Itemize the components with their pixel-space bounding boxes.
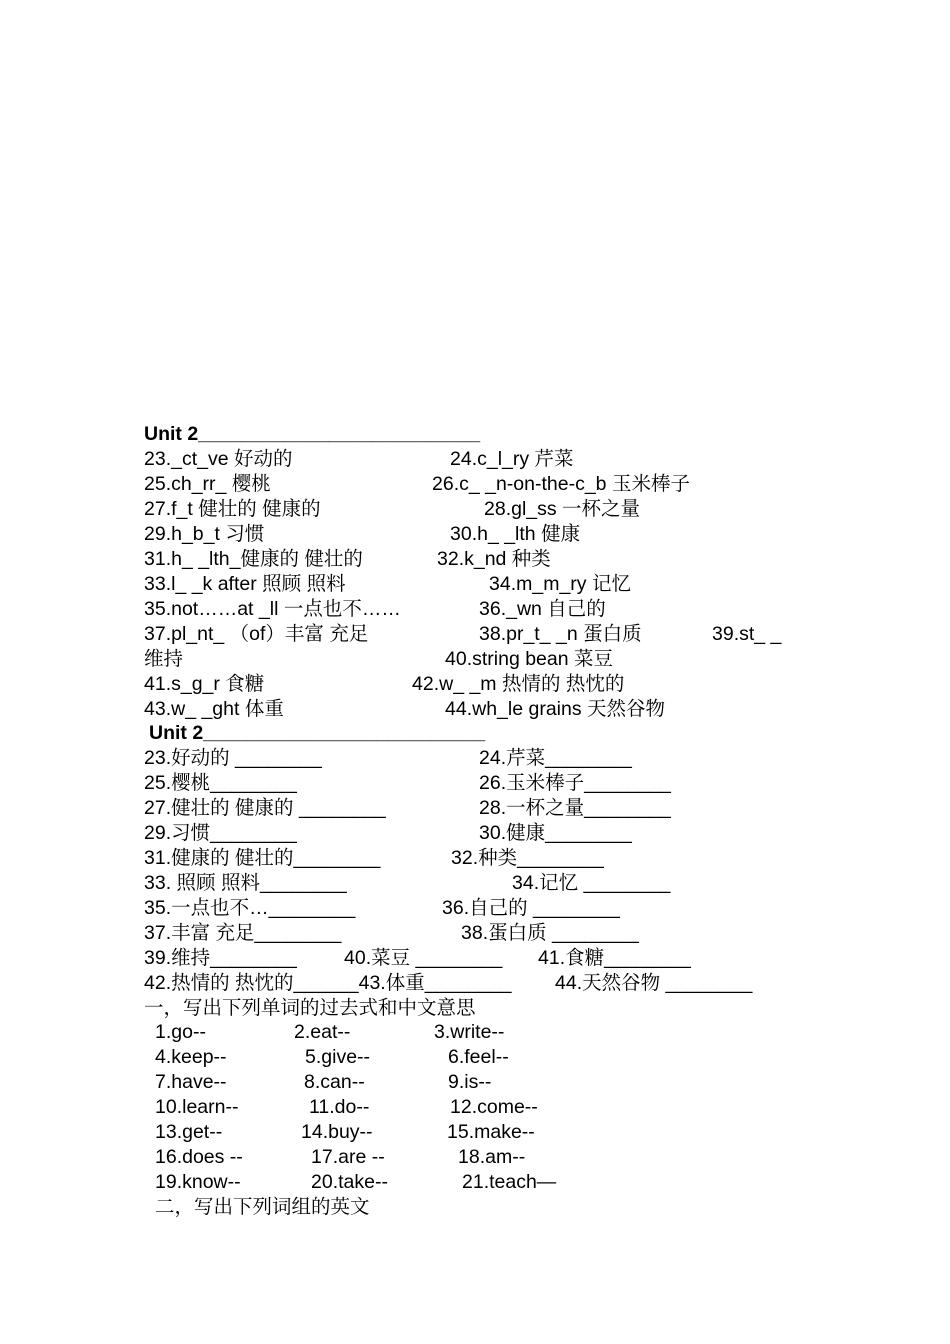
vocab-blank: 24.芹菜________ bbox=[479, 747, 632, 769]
verb-item: 16.does -- bbox=[155, 1146, 243, 1168]
verb-item: 4.keep-- bbox=[155, 1046, 227, 1068]
vocab-blank: 36.自己的 ________ bbox=[442, 897, 620, 919]
verb-item: 20.take-- bbox=[311, 1171, 388, 1193]
verb-item: 18.am-- bbox=[458, 1146, 526, 1168]
vocab-blank: 38.蛋白质 ________ bbox=[461, 922, 639, 944]
verb-item: 8.can-- bbox=[304, 1071, 365, 1093]
vocab-item: 29.h_b_t 习惯 bbox=[144, 523, 265, 545]
verb-item: 21.teach— bbox=[462, 1171, 557, 1193]
worksheet-page: Unit 2__________________________ 23._ct_ve 好动的 24.c_l_ry 芹菜 25.ch_rr_ 樱桃 26.c_ _n-on-the-c_b 玉米棒子 27.f_t 健壮的 健康的 28.gl_ss 一杯之量 29.h_b_t 习惯 30.h_ _lth 健康 31.h_ _lth_健康的 健壮的 32.k_nd 种类 33.l_ _k after 照顾 照料 34.m_m_ry 记忆 35.not……at _ll 一点也不…… 36._wn 自己的 37.pl_nt_ （of）丰富 充足 38.pr_t_ _n 蛋白质 39.st_ _ 维持 40.string bean 菜豆 41.s_g_r 食糖 42.w_ _m 热情的 热忱的 43.w_ _ght 体重 44.wh_le grains 天然谷物 Unit 2__________________________ 23.好动的 ________ 24.芹菜________ 25.樱桃________ 26.玉米棒子________ 27.健壮的 健康的 ________ 28.一杯之量________ 29.习惯________ 30.健康________ 31.健康的 健壮的________ 32.种类________ 33. 照顾 照料________ 34.记忆 ________ 35.一点也不…________ 36.自己的 ________ 37.丰富 充足________ 38.蛋白质 ________ 39.维持________ 40.菜豆 ________ 41.食糖________ 42.热情的 热忱的______43.体重________ 44.天然谷物 ________ 一，写出下列单词的过去式和中文意思 1.go-- 2.eat-- 3.write-- 4.keep-- 5.give-- 6.feel-- 7.have-- 8.can-- 9.is-- 10.learn-- 11.do-- 12.come-- 13.get-- 14.buy-- 15.make-- 16.does -- 17.are -- 18.am-- 19.know-- 20.take-- 21.teach— 二，写出下列词组的英文 bbox=[144, 423, 782, 1218]
vocab-blank: 35.一点也不…________ bbox=[144, 897, 356, 919]
vocab-item: 26.c_ _n-on-the-c_b 玉米棒子 bbox=[432, 473, 690, 495]
vocab-item: 40.string bean 菜豆 bbox=[445, 648, 614, 670]
verb-item: 12.come-- bbox=[450, 1096, 538, 1118]
vocab-item: 36._wn 自己的 bbox=[479, 598, 606, 620]
verb-item: 2.eat-- bbox=[294, 1021, 351, 1043]
verb-item: 1.go-- bbox=[155, 1021, 206, 1043]
vocab-item: 24.c_l_ry 芹菜 bbox=[450, 448, 574, 470]
vocab-blank: 41.食糖________ bbox=[538, 947, 691, 969]
vocab-item: 34.m_m_ry 记忆 bbox=[489, 573, 631, 595]
vocab-blank: 23.好动的 ________ bbox=[144, 747, 322, 769]
vocab-blank: 27.健壮的 健康的 ________ bbox=[144, 797, 386, 819]
vocab-blank: 34.记忆 ________ bbox=[512, 872, 671, 894]
verb-item: 13.get-- bbox=[155, 1121, 223, 1143]
vocab-item: 44.wh_le grains 天然谷物 bbox=[445, 698, 666, 720]
vocab-item: 38.pr_t_ _n 蛋白质 bbox=[479, 623, 642, 645]
verb-item: 7.have-- bbox=[155, 1071, 227, 1093]
vocab-item: 35.not……at _ll 一点也不…… bbox=[144, 598, 401, 620]
vocab-item: 维持 bbox=[144, 648, 184, 670]
vocab-item: 41.s_g_r 食糖 bbox=[144, 673, 265, 695]
vocab-item: 37.pl_nt_ （of）丰富 充足 bbox=[144, 623, 369, 645]
vocab-item: 43.w_ _ght 体重 bbox=[144, 698, 284, 720]
vocab-blank: 26.玉米棒子________ bbox=[479, 772, 671, 794]
vocab-blank: 29.习惯________ bbox=[144, 822, 297, 844]
vocab-blank: 28.一杯之量________ bbox=[479, 797, 671, 819]
verb-item: 14.buy-- bbox=[301, 1121, 373, 1143]
vocab-item: 27.f_t 健壮的 健康的 bbox=[144, 498, 321, 520]
vocab-item: 33.l_ _k after 照顾 照料 bbox=[144, 573, 346, 595]
verb-item: 15.make-- bbox=[447, 1121, 535, 1143]
vocab-item: 23._ct_ve 好动的 bbox=[144, 448, 293, 470]
verb-item: 17.are -- bbox=[311, 1146, 385, 1168]
vocab-item: 42.w_ _m 热情的 热忱的 bbox=[412, 673, 625, 695]
verb-item: 11.do-- bbox=[309, 1096, 370, 1118]
verb-item: 3.write-- bbox=[434, 1021, 505, 1043]
vocab-item: 28.gl_ss 一杯之量 bbox=[484, 498, 641, 520]
vocab-blank: 33. 照顾 照料________ bbox=[144, 872, 347, 894]
vocab-blank: 25.樱桃________ bbox=[144, 772, 297, 794]
verb-item: 10.learn-- bbox=[155, 1096, 239, 1118]
vocab-blank: 37.丰富 充足________ bbox=[144, 922, 342, 944]
vocab-item: 25.ch_rr_ 樱桃 bbox=[144, 473, 271, 495]
vocab-blank: 44.天然谷物 ________ bbox=[555, 972, 753, 994]
verb-item: 5.give-- bbox=[305, 1046, 371, 1068]
vocab-blank: 39.维持________ bbox=[144, 947, 297, 969]
verb-item: 9.is-- bbox=[448, 1071, 492, 1093]
vocab-blank: 42.热情的 热忱的______43.体重________ bbox=[144, 972, 512, 994]
vocab-blank: 40.菜豆 ________ bbox=[344, 947, 503, 969]
vocab-item: 39.st_ _ bbox=[712, 623, 782, 645]
verb-item: 6.feel-- bbox=[448, 1046, 509, 1068]
vocab-blank: 30.健康________ bbox=[479, 822, 632, 844]
vocab-item: 31.h_ _lth_健康的 健壮的 bbox=[144, 548, 363, 570]
vocab-item: 30.h_ _lth 健康 bbox=[450, 523, 581, 545]
verb-item: 19.know-- bbox=[155, 1171, 241, 1193]
vocab-blank: 32.种类________ bbox=[451, 847, 604, 869]
vocab-blank: 31.健康的 健壮的________ bbox=[144, 847, 381, 869]
vocab-item: 32.k_nd 种类 bbox=[437, 548, 551, 570]
